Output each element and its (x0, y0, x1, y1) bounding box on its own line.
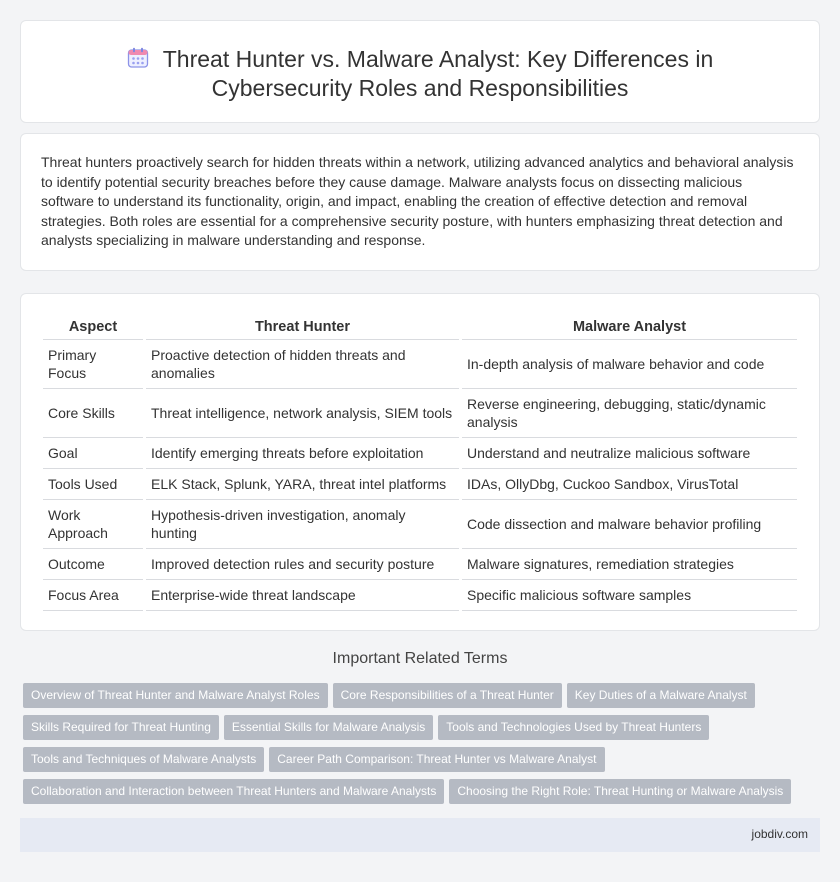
cell-threat-hunter: Hypothesis-driven investigation, anomaly hunting (146, 500, 459, 549)
table-row (43, 469, 797, 500)
cell-aspect: Outcome (43, 549, 143, 580)
header-aspect: Aspect (43, 314, 143, 340)
cell-aspect: Core Skills (43, 389, 143, 438)
related-term-tag[interactable]: Choosing the Right Role: Threat Hunting or Malware Analysis (449, 779, 791, 804)
table-row (43, 340, 797, 389)
related-term-tag[interactable]: Key Duties of a Malware Analyst (567, 683, 755, 708)
cell-malware-analyst: Reverse engineering, debugging, static/dynamic analysis (462, 389, 797, 438)
related-term-tag[interactable]: Essential Skills for Malware Analysis (224, 715, 433, 740)
related-term-tag[interactable]: Skills Required for Threat Hunting (23, 715, 219, 740)
cell-aspect: Goal (43, 438, 143, 469)
footer-site-link[interactable]: jobdiv.com (751, 827, 808, 841)
related-term-tag[interactable]: Core Responsibilities of a Threat Hunter (333, 683, 562, 708)
table-row (43, 500, 797, 549)
related-term-tag[interactable]: Career Path Comparison: Threat Hunter vs Malware Analyst (269, 747, 604, 772)
related-terms-title: Important Related Terms (332, 650, 508, 667)
cell-aspect: Tools Used (43, 469, 143, 500)
cell-malware-analyst: In-depth analysis of malware behavior and code (462, 340, 797, 389)
related-terms-list (23, 683, 823, 811)
calendar-icon (127, 47, 149, 69)
table-row (43, 549, 797, 580)
cell-threat-hunter: Threat intelligence, network analysis, SIEM tools (146, 389, 459, 438)
cell-aspect: Primary Focus (43, 340, 143, 389)
cell-threat-hunter: Improved detection rules and security posture (146, 549, 459, 580)
comparison-table (43, 314, 797, 611)
footer (20, 818, 820, 852)
related-term-tag[interactable]: Overview of Threat Hunter and Malware Analyst Roles (23, 683, 328, 708)
related-term-tag[interactable]: Collaboration and Interaction between Threat Hunters and Malware Analysts (23, 779, 444, 804)
table-header-row (43, 314, 797, 340)
cell-malware-analyst: Understand and neutralize malicious software (462, 438, 797, 469)
table-row (43, 580, 797, 611)
cell-malware-analyst: IDAs, OllyDbg, Cuckoo Sandbox, VirusTotal (462, 469, 797, 500)
cell-malware-analyst: Code dissection and malware behavior profiling (462, 500, 797, 549)
table-row (43, 438, 797, 469)
cell-aspect: Work Approach (43, 500, 143, 549)
related-term-tag[interactable]: Tools and Techniques of Malware Analysts (23, 747, 264, 772)
title-line-1: Threat Hunter vs. Malware Analyst: Key Differences in (162, 46, 714, 72)
cell-threat-hunter: Identify emerging threats before exploitation (146, 438, 459, 469)
comparison-card (20, 293, 820, 631)
cell-threat-hunter: Enterprise-wide threat landscape (146, 580, 459, 611)
header-threat-hunter: Threat Hunter (146, 314, 459, 340)
page-title (21, 45, 819, 103)
cell-aspect: Focus Area (43, 580, 143, 611)
header-card (20, 20, 820, 123)
table-row (43, 389, 797, 438)
cell-malware-analyst: Specific malicious software samples (462, 580, 797, 611)
header-malware-analyst: Malware Analyst (462, 314, 797, 340)
title-line-2: Cybersecurity Roles and Responsibilities (211, 75, 629, 101)
intro-card (20, 133, 820, 271)
related-term-tag[interactable]: Tools and Technologies Used by Threat Hunters (438, 715, 709, 740)
cell-threat-hunter: ELK Stack, Splunk, YARA, threat intel platforms (146, 469, 459, 500)
intro-paragraph: Threat hunters proactively search for hidden threats within a network, utilizing advanced analytics and behavioral analysis to identify potential security breaches before they cause damage. Malware analysts focus on dissecting malicious software to understand its functionality, origin, and impact, enabling the creation of effective detection and removal strategies. Both roles are essential for a comprehensive security posture, with hunters emphasizing threat detection and analysts specializing in malware understanding and response. (41, 154, 794, 249)
cell-malware-analyst: Malware signatures, remediation strategies (462, 549, 797, 580)
cell-threat-hunter: Proactive detection of hidden threats and anomalies (146, 340, 459, 389)
